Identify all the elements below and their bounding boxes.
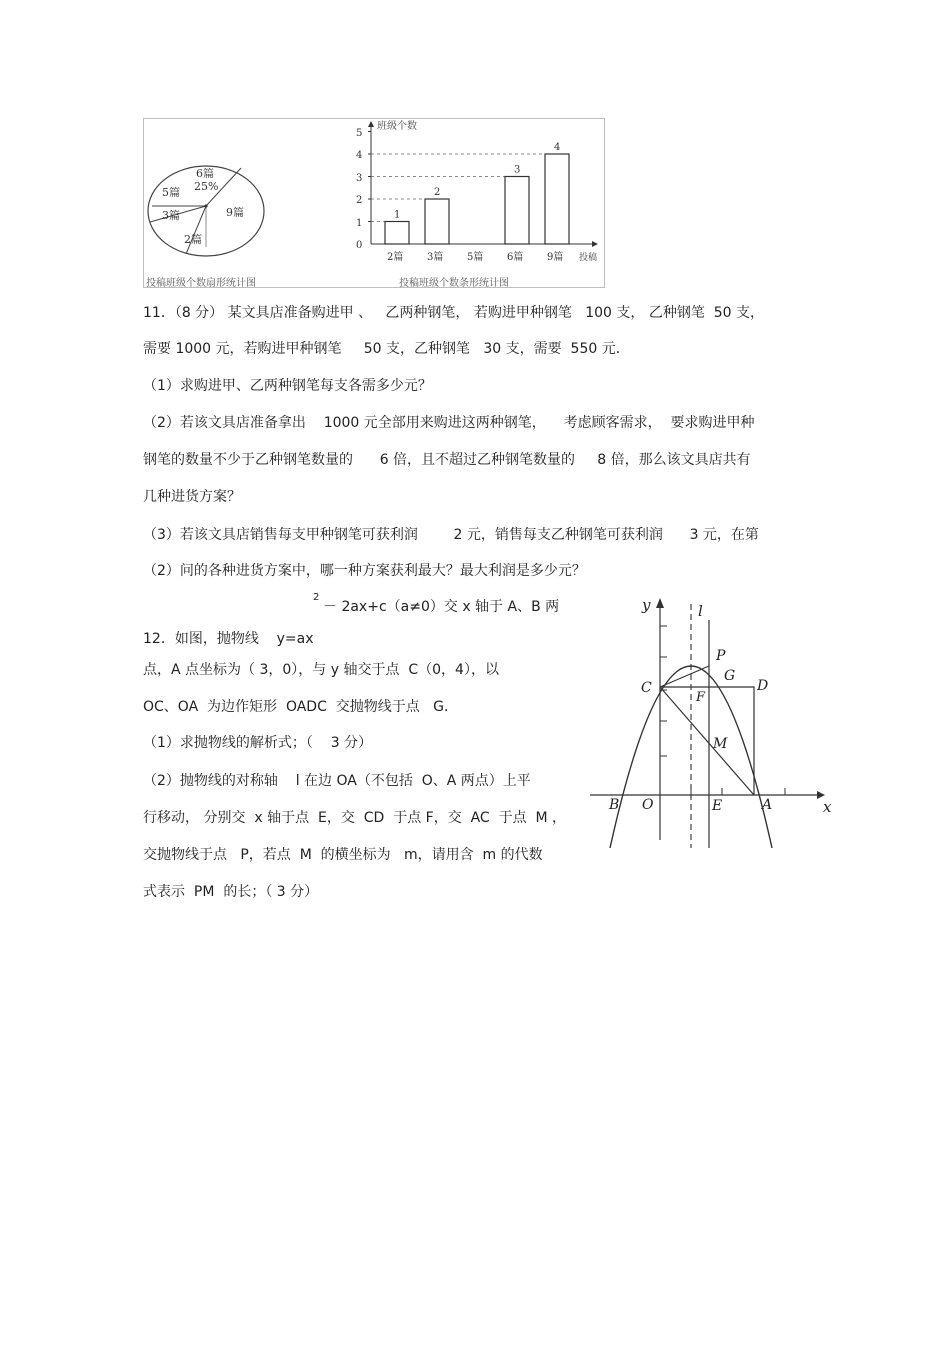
q11-line-3: （1）求购进甲、乙两种钢笔每支各需多少元？ xyxy=(143,378,432,394)
label-a: A xyxy=(762,797,773,813)
bar-value-label: 2 xyxy=(434,187,441,198)
q12-line-6: （2）抛物线的对称轴 l 在边 OA（不包括 O、A 两点）上平 xyxy=(143,773,531,789)
x-axis-arrow xyxy=(592,241,598,247)
label-x: x xyxy=(823,798,832,816)
statistics-figure-svg xyxy=(144,119,604,287)
q12-line-5: （1）求抛物线的解析式；（ 3 分） xyxy=(143,735,373,751)
label-p: P xyxy=(716,648,726,664)
statistics-figure xyxy=(143,118,605,288)
q12-superscript: 2 xyxy=(313,592,320,603)
q12-line-7: 行移动， 分别交 x 轴于点 E，交 CD 于点 F，交 AC 于点 M ， xyxy=(143,810,567,826)
q12-line-8: 交抛物线于点 P，若点 M 的横坐标为 m，请用含 m 的代数 xyxy=(143,847,543,863)
bar-2篇 xyxy=(385,222,409,245)
label-y: y xyxy=(642,596,651,614)
y-axis-arrow xyxy=(656,598,664,608)
segment-cp xyxy=(660,666,709,687)
q11-line-2: 需要 1000 元，若购进甲种钢笔 50 支，乙种钢笔 30 支，需要 550 元． xyxy=(143,341,630,357)
y-tick-label: 4 xyxy=(356,150,363,161)
pie-label-5: 5篇 xyxy=(162,186,180,199)
bar-value-label: 4 xyxy=(554,142,561,153)
q12-line-4: OC、OA 为边作矩形 OADC 交抛物线于点 G． xyxy=(143,699,458,715)
y-tick-label: 5 xyxy=(356,128,363,139)
pie-label-3: 3篇 xyxy=(162,209,180,222)
bar-value-label: 3 xyxy=(514,164,521,176)
pie-chart xyxy=(146,166,264,287)
y-tick-label: 0 xyxy=(356,240,363,251)
label-o: O xyxy=(642,797,654,813)
y-tick-label: 2 xyxy=(356,195,363,206)
pie-label-9: 9篇 xyxy=(226,206,244,219)
q11-line-8: （2）问的各种进货方案中，哪一种方案获利最大？最大利润是多少元？ xyxy=(143,563,586,579)
pie-label-6: 6篇 xyxy=(196,167,214,180)
label-m: M xyxy=(713,736,728,752)
x-tick-label: 6篇 xyxy=(507,252,524,263)
bar-xlabel: 投稿 xyxy=(579,253,598,263)
q11-line-6: 几种进货方案？ xyxy=(143,489,241,505)
bar-value-label: 1 xyxy=(394,209,401,221)
x-tick-label: 2篇 xyxy=(387,252,404,263)
bar-ylabel: 班级个数 xyxy=(377,121,417,132)
pie-caption: 投稿班级个数扇形统计图 xyxy=(146,278,256,287)
pie-divider xyxy=(186,206,206,254)
label-f: F xyxy=(696,690,706,705)
parabola-figure xyxy=(585,590,835,850)
x-tick-label: 9篇 xyxy=(547,252,564,263)
segment-ac xyxy=(660,687,754,795)
q12-line-9: 式表示 PM 的长；（ 3 分） xyxy=(143,884,319,900)
q11-line-5: 钢笔的数量不少于乙种钢笔数量的 6 倍，且不超过乙种钢笔数量的 8 倍，那么该文具店共有 xyxy=(143,452,751,468)
bar-6篇 xyxy=(505,177,529,245)
label-g: G xyxy=(724,668,736,684)
x-tick-label: 3篇 xyxy=(427,252,444,263)
bar-chart xyxy=(356,119,598,287)
y-tick-label: 1 xyxy=(356,218,363,229)
parabola-figure-svg xyxy=(585,590,835,850)
bar-caption: 投稿班级个数条形统计图 xyxy=(399,278,509,287)
q12-line-3: 点，A 点坐标为（ 3，0），与 y 轴交于点 C（0，4），以 xyxy=(143,662,499,678)
y-axis-arrow xyxy=(368,121,374,127)
q11-line-1: 11．（8 分） 某文具店准备购进甲 、 乙两种钢笔， 若购进甲种钢笔 100 支， 乙种钢笔 50 支， xyxy=(143,305,765,321)
pie-percent-6: 25% xyxy=(194,180,219,193)
pie-label-2: 2篇 xyxy=(184,233,202,246)
label-c: C xyxy=(641,680,652,696)
label-l: l xyxy=(698,602,703,620)
x-tick-label: 5篇 xyxy=(467,252,484,263)
bar-3篇 xyxy=(425,199,449,244)
q12-line-1-tail: － 2ax+c（a≠0）交 x 轴于 A、B 两 xyxy=(323,599,560,615)
y-tick-label: 3 xyxy=(356,173,363,184)
q11-line-7: （3）若该文具店销售每支甲种钢笔可获利润 2 元，销售每支乙种钢笔可获利润 3 元，在第 xyxy=(143,527,759,543)
label-e: E xyxy=(712,798,723,814)
q11-line-4: （2）若该文具店准备拿出 1000 元全部用来购进这两种钢笔， 考虑顾客需求， 要求购进甲种 xyxy=(143,415,755,431)
label-d: D xyxy=(757,678,769,694)
q12-line-2: 12．如图，抛物线 y=ax xyxy=(143,631,314,647)
label-b: B xyxy=(609,797,620,813)
bar-9篇 xyxy=(545,154,569,244)
